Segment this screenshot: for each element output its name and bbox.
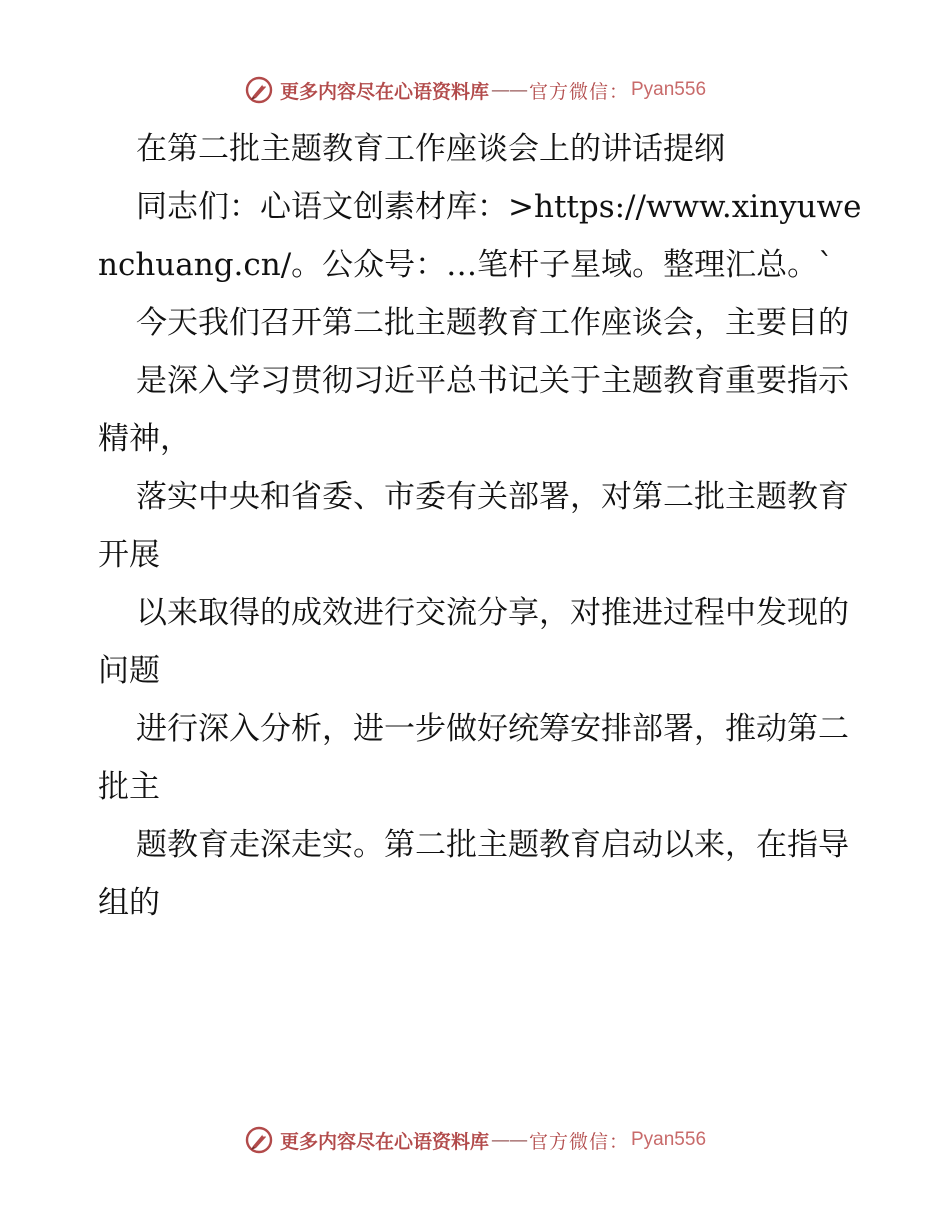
footer-separator: —— xyxy=(490,1129,527,1151)
header-site-text: 更多内容尽在心语资料库 xyxy=(279,80,489,103)
document-body xyxy=(98,120,868,932)
page-footer-banner xyxy=(0,1120,950,1160)
footer-wechat-label: 官方微信： xyxy=(528,1130,629,1153)
paragraph: 以来取得的成效进行交流分享，对推进过程中发现的问题 xyxy=(98,595,849,689)
paragraph: 是深入学习贯彻习近平总书记关于主题教育重要指示精神， xyxy=(98,363,849,457)
paragraph: 今天我们召开第二批主题教育工作座谈会，主要目的 xyxy=(136,305,849,341)
footer-wechat-id: Pyan556 xyxy=(631,1129,707,1150)
pen-logo-icon xyxy=(244,1125,274,1155)
header-wechat-label: 官方微信： xyxy=(528,80,629,103)
pen-logo-icon xyxy=(244,75,274,105)
page-header-banner xyxy=(0,70,950,110)
paragraph: 进行深入分析，进一步做好统筹安排部署，推动第二批主 xyxy=(98,711,849,805)
paragraph: 同志们：心语文创素材库：>https://www.xinyuwenchuang.cn/。公众号：…笔杆子星域。整理汇总。` xyxy=(98,189,862,283)
paragraph: 落实中央和省委、市委有关部署，对第二批主题教育开展 xyxy=(98,479,849,573)
footer-site-text: 更多内容尽在心语资料库 xyxy=(279,1130,489,1153)
header-separator: —— xyxy=(490,79,527,101)
paragraph: 题教育走深走实。第二批主题教育启动以来，在指导组的 xyxy=(98,827,849,921)
header-wechat-id: Pyan556 xyxy=(631,79,707,100)
document-title: 在第二批主题教育工作座谈会上的讲话提纲 xyxy=(136,131,725,167)
